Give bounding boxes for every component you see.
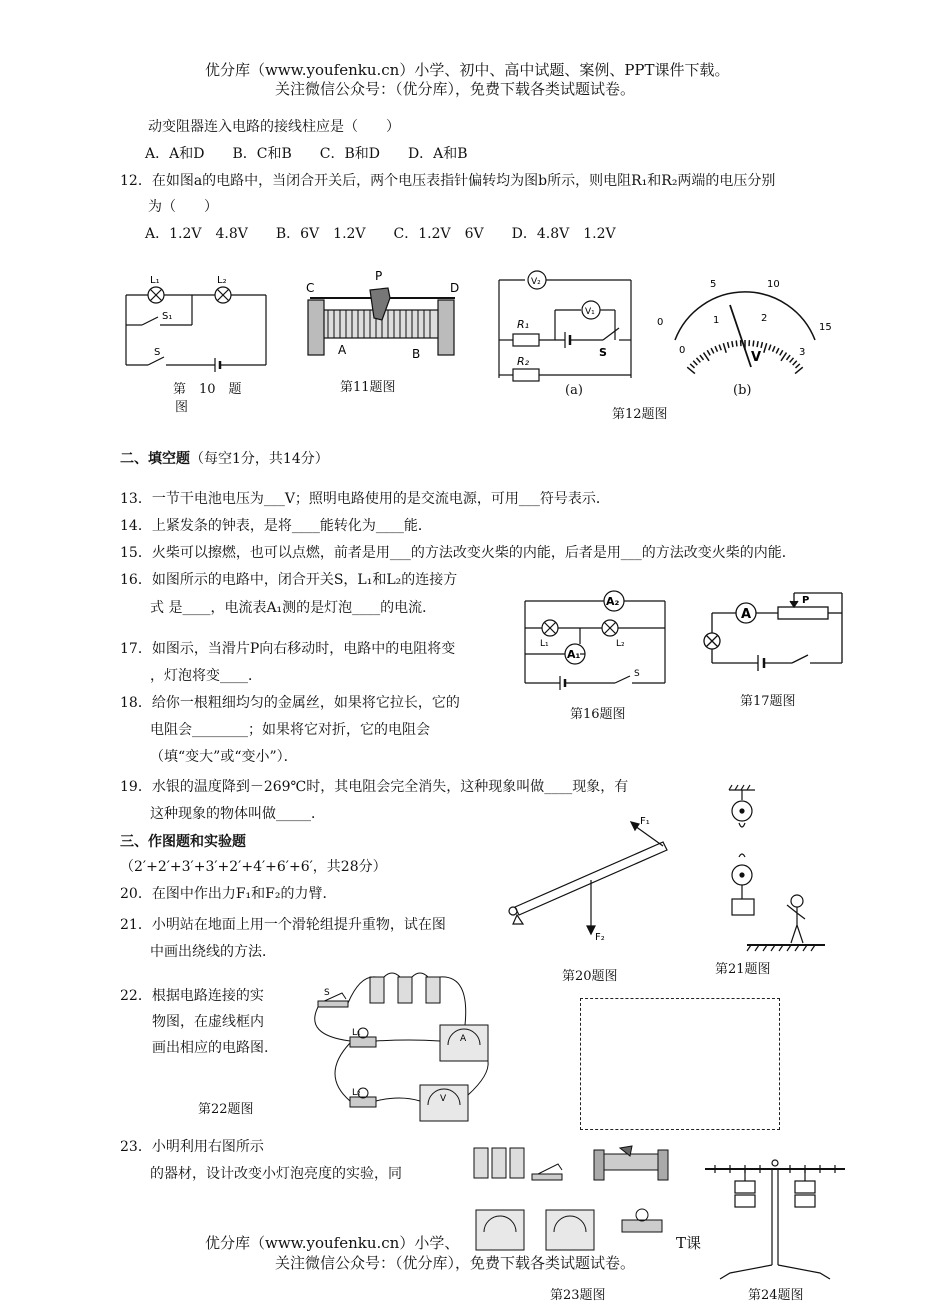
figure-16-circuit <box>520 588 670 688</box>
voltmeter-tick <box>719 345 721 351</box>
fig12b-mark-0b: 0 <box>679 345 686 356</box>
fig11-label-a: A <box>338 343 347 357</box>
figure-12b-voltmeter <box>655 275 835 375</box>
voltmeter-tick <box>790 358 794 363</box>
header-line-1: 优分库（www.youfenku.cn）小学、初中、高中试题、案例、PPT课件下载。 <box>205 61 730 79</box>
fig12b-mark-3: 3 <box>799 347 806 358</box>
footer-line-1-right: T课 <box>676 1234 702 1252</box>
q22-line-1: 22．根据电路连接的实 <box>120 988 264 1004</box>
voltmeter-tick <box>773 346 775 352</box>
figure-10-caption-1: 第 10 题 <box>173 382 242 397</box>
voltmeter-tick <box>696 358 700 363</box>
q12-line-1: 12．在如图a的电路中，当闭合开关后，两个电压表指针偏转均为图b所示，则电阻R₁和R₂两端的电压分别 <box>120 173 776 189</box>
footer-line-1-left: 优分库（www.youfenku.cn）小学、 <box>205 1234 460 1252</box>
fig12b-mark-0: 0 <box>657 317 664 328</box>
q16-line-1: 16．如图所示的电路中，闭合开关S，L₁和L₂的连接方 <box>120 572 458 588</box>
q14-text: 14．上紧发条的钟表，是将____能转化为____能． <box>120 518 432 534</box>
fig10-label-s: S <box>154 347 161 358</box>
q18-line-2: 电阻会________；如果将它对折，它的电阻会 <box>150 722 430 738</box>
fig12a-label-r2: R₂ <box>517 355 530 368</box>
fig12a-label-v1: V₁ <box>585 307 595 317</box>
figure-22-physical-circuit <box>300 965 495 1130</box>
figure-11-rheostat <box>300 270 465 362</box>
voltmeter-tick <box>769 345 771 351</box>
fig20-label-f2: F₂ <box>595 932 605 943</box>
voltmeter-tick <box>793 361 797 365</box>
voltmeter-tick <box>703 353 709 361</box>
fig12a-label-r1: R₁ <box>517 318 530 331</box>
voltmeter-tick <box>736 341 737 347</box>
q11-options: A．A和D B．C和B C．B和D D．A和B <box>145 146 468 162</box>
fig17-label-p: P <box>802 595 810 606</box>
voltmeter-tick <box>757 341 758 347</box>
figure-24-caption: 第24题图 <box>748 1288 804 1303</box>
fig12a-label-s: S <box>599 346 607 359</box>
fig16-label-l1: L₁ <box>540 639 549 649</box>
fig22-label-l1: L₁ <box>352 1028 361 1038</box>
fig22-label-s: S <box>324 988 330 998</box>
figure-12a-caption: (a) <box>565 383 583 398</box>
voltmeter-tick <box>753 341 754 347</box>
voltmeter-tick <box>728 342 729 348</box>
voltmeter-tick <box>723 343 726 353</box>
header-line-2: 关注微信公众号：（优分库），免费下载各类试题试卷。 <box>275 80 636 98</box>
q22-line-3: 画出相应的电路图. <box>152 1040 269 1056</box>
q19-line-1: 19．水银的温度降到－269℃时，其电阻会完全消失，这种现象叫做____现象，有 <box>120 779 629 795</box>
fig16-label-a2: A₂ <box>606 595 620 608</box>
figure-23-caption: 第23题图 <box>550 1288 606 1303</box>
voltmeter-tick <box>795 364 799 368</box>
fig11-label-p: P <box>375 269 383 283</box>
fig12b-mark-2: 2 <box>761 313 768 324</box>
figure-10-circuit <box>120 270 270 375</box>
voltmeter-tick <box>707 350 710 355</box>
figure-20-lever <box>505 812 675 952</box>
voltmeter-tick <box>780 350 783 355</box>
fig11-label-d: D <box>450 281 460 295</box>
q13-text: 13．一节干电池电压为___V；照明电路使用的是交流电源，可用___符号表示． <box>120 491 610 507</box>
footer-line-2: 关注微信公众号：（优分库），免费下载各类试题试卷。 <box>275 1254 636 1272</box>
q19-line-2: 这种现象的物体叫做_____． <box>150 806 325 822</box>
figure-17-circuit <box>700 585 850 670</box>
voltmeter-tick <box>776 348 779 353</box>
fig10-label-l2: L₂ <box>217 275 227 286</box>
figure-24-lever-balance <box>700 1155 850 1285</box>
q21-line-2: 中画出绕线的方法． <box>150 944 276 960</box>
section-2-title: 二、填空题 <box>120 451 190 467</box>
voltmeter-tick <box>732 341 733 347</box>
figure-17-caption: 第17题图 <box>740 694 796 709</box>
fig20-label-f1: F₁ <box>640 816 650 827</box>
q18-line-1: 18．给你一根粗细均匀的金属丝，如果将它拉长，它的 <box>120 695 460 711</box>
fig11-label-c: C <box>306 281 315 295</box>
section-2-heading <box>120 448 329 468</box>
q15-text: 15．火柴可以擦燃，也可以点燃，前者是用___的方法改变火柴的内能，后者是用___的方法改变火柴的内能． <box>120 545 796 561</box>
q17-line-2: ，灯泡将变____． <box>150 668 262 684</box>
voltmeter-tick <box>700 355 704 360</box>
fig10-label-l1: L₁ <box>150 275 160 286</box>
q23-line-2: 的器材，设计改变小灯泡亮度的实验，同 <box>150 1166 402 1182</box>
q21-line-1: 21．小明站在地面上用一个滑轮组提升重物，试在图 <box>120 917 446 933</box>
voltmeter-tick <box>715 346 717 352</box>
fig12b-label-v: V <box>751 350 762 365</box>
section-2-note: （每空1分，共14分） <box>190 451 329 467</box>
fig12a-label-v2: V₂ <box>531 277 541 287</box>
figure-23-apparatus <box>470 1140 675 1262</box>
q20-text: 20．在图中作出力F₁和F₂的力臂． <box>120 886 337 902</box>
figure-21-pulleys <box>715 785 825 955</box>
fig16-label-a1: A₁ <box>567 648 581 661</box>
figure-20-caption: 第20题图 <box>562 969 618 984</box>
voltmeter-tick <box>781 353 787 361</box>
q17-line-1: 17．如图示，当滑片P向右移动时，电路中的电阻将变 <box>120 641 456 657</box>
section-3-note: （2′+2′+3′+3′+2′+4′+6′+6′，共28分） <box>120 859 387 875</box>
figure-12a-circuit <box>495 270 635 382</box>
figure-22-caption: 第22题图 <box>198 1102 254 1117</box>
voltmeter-tick <box>711 348 714 353</box>
q22-answer-box[interactable] <box>580 998 780 1130</box>
figure-16-caption: 第16题图 <box>570 707 626 722</box>
fig12b-mark-15: 15 <box>819 322 832 333</box>
voltmeter-tick <box>761 342 762 348</box>
fig22-label-a: A <box>460 1034 467 1044</box>
q22-line-2: 物图，在虚线框内 <box>152 1014 264 1030</box>
q23-line-1: 23．小明利用右图所示 <box>120 1139 264 1155</box>
figure-12-caption: 第12题图 <box>612 407 668 422</box>
fig11-label-b: B <box>412 347 421 361</box>
fig16-label-s: S <box>634 669 640 679</box>
fig22-label-v: V <box>440 1094 447 1104</box>
figure-21-caption: 第21题图 <box>715 962 771 977</box>
fig16-label-l2: L₂ <box>616 639 625 649</box>
fig12b-mark-1: 1 <box>713 315 720 326</box>
q16-line-2: 式 是____，电流表A₁测的是灯泡____的电流． <box>150 600 437 616</box>
q18-line-3: （填“变大”或“变小”）． <box>150 749 298 765</box>
fig22-label-l2: L₂ <box>352 1088 361 1098</box>
voltmeter-tick <box>786 355 790 360</box>
section-3-title: 三、作图题和实验题 <box>120 834 246 850</box>
voltmeter-tick <box>693 361 697 365</box>
fig17-label-a: A <box>741 607 752 622</box>
figure-10-caption-2: 图 <box>175 400 189 415</box>
q11-stem-tail: 动变阻器连入电路的接线柱应是（ ） <box>148 119 400 135</box>
fig12b-mark-5: 5 <box>710 279 717 290</box>
q12-options: A．1.2V 4.8V B．6V 1.2V C．1.2V 6V D．4.8V 1.2V <box>145 226 616 242</box>
figure-11-caption: 第11题图 <box>340 380 396 395</box>
fig12b-mark-10: 10 <box>767 279 780 290</box>
q12-line-2: 为（ ） <box>148 199 218 215</box>
voltmeter-tick <box>690 364 694 368</box>
voltmeter-tick <box>764 343 767 353</box>
fig10-label-s1: S₁ <box>162 311 173 322</box>
figure-12b-caption: (b) <box>733 383 752 398</box>
